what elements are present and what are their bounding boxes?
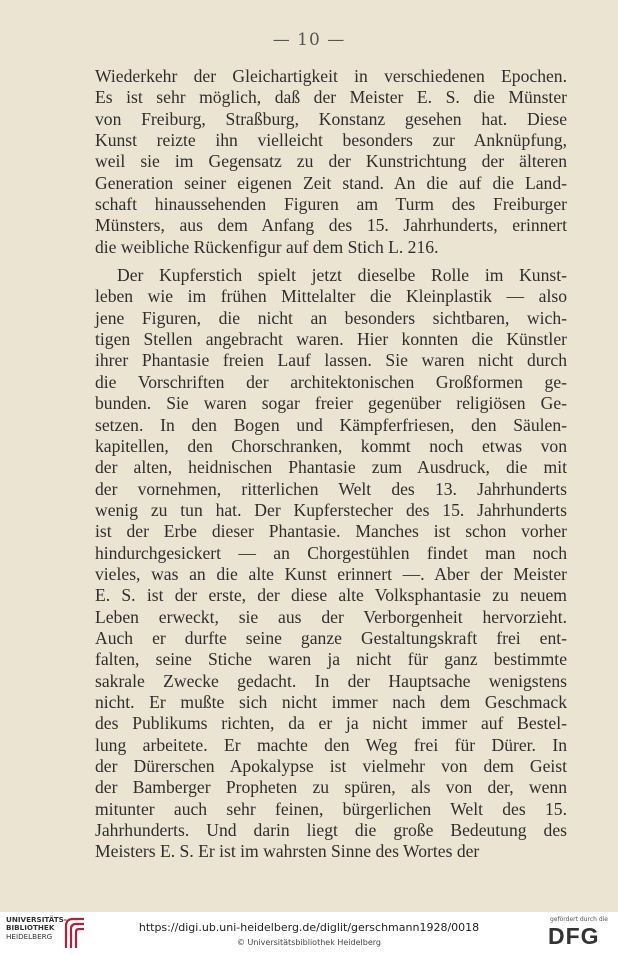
text-line: Es ist sehr möglich, daß der Meister E. S. die Münster xyxy=(95,87,567,108)
text-line: Jahrhunderts. Und darin liegt die große Bedeutung des xyxy=(95,820,567,841)
text-line: falten, seine Stiche waren ja nicht für ganz bestimmte xyxy=(95,649,567,670)
viewer-footer xyxy=(0,912,618,955)
text-line: Auch er durfte seine ganze Gestaltungskraft frei ent- xyxy=(95,627,567,648)
text-line: jene Figuren, die nicht an besonders sichtbaren, wich- xyxy=(95,307,567,328)
text-line: der Bamberger Propheten zu spüren, als von der, wenn xyxy=(95,777,567,798)
text-line: die weibliche Rückenfigur auf dem Stich L. 216. xyxy=(95,236,439,257)
text-line: Meisters E. S. Er ist im wahrsten Sinne des Wortes der xyxy=(95,841,480,862)
library-name-line: BIBLIOTHEK xyxy=(6,923,55,933)
text-line: sakrale Zwecke gedacht. In der Hauptsache wenigstens xyxy=(95,670,567,691)
page-number: — 10 — xyxy=(272,30,346,50)
text-line: bunden. Sie waren sogar freier gegenüber religiösen Ge- xyxy=(95,393,567,414)
text-line: lung arbeitete. Er machte den Weg frei für Dürer. In xyxy=(95,734,567,755)
text-line: Wiederkehr der Gleichartigkeit in verschiedenen Epochen. xyxy=(95,66,567,86)
text-line: Der Kupferstich spielt jetzt dieselbe Rolle im Kunst- xyxy=(117,265,567,286)
text-line: ihrer Phantasie freien Lauf lassen. Sie waren nicht durch xyxy=(95,350,567,371)
text-line: der alten, heidnischen Phantasie zum Ausdruck, die mit xyxy=(95,457,567,478)
document-url-link[interactable]: https://digi.ub.uni-heidelberg.de/diglit/gerschmann1928/0018 xyxy=(138,921,480,934)
text-line: Kunst reizte ihn vielleicht besonders zur Anknüpfung, xyxy=(95,130,567,151)
library-name-line: UNIVERSITÄTS- xyxy=(6,915,67,924)
text-line: wenig zu tun hat. Der Kupferstecher des 15. Jahrhunderts xyxy=(95,499,567,520)
text-line: mitunter auch sehr feinen, bürgerlichen Welt des 15. xyxy=(95,798,567,819)
copyright-notice: © Universitätsbibliothek Heidelberg xyxy=(236,938,381,947)
paragraph-2 xyxy=(95,265,567,863)
text-line: der vornehmen, ritterlichen Welt des 13. Jahrhunderts xyxy=(95,478,567,499)
text-line: schaft hinaussehenden Figuren am Turm des Freiburger xyxy=(95,194,567,215)
text-line: leben wie im frühen Mittelalter die Kleinplastik — also xyxy=(95,286,567,307)
text-line: setzen. In den Bogen und Kämpferfriesen, den Säulen- xyxy=(95,414,567,435)
text-line: ist der Erbe dieser Phantasie. Manches ist schon vorher xyxy=(95,521,567,542)
text-line: hindurchgesickert — an Chorgestühlen findet man noch xyxy=(95,542,567,563)
text-line: von Freiburg, Straßburg, Konstanz gesehen hat. Diese xyxy=(95,108,567,129)
text-line: die Vorschriften der architektonischen Großformen ge- xyxy=(95,371,567,392)
text-line: nicht. Er mußte sich nicht immer nach dem Geschmack xyxy=(95,691,567,712)
text-line: vieles, was an die alte Kunst erinnert —. Aber der Meister xyxy=(95,563,567,584)
text-line: E. S. ist der erste, der diese alte Volksphantasie zu neuem xyxy=(95,585,567,606)
text-line: Münsters, aus dem Anfang des 15. Jahrhunderts, erinnert xyxy=(95,215,567,236)
paragraph-1 xyxy=(95,66,567,258)
text-line: des Publikums richten, da er ja nicht immer auf Bestel- xyxy=(95,713,567,734)
text-line: Generation seiner eigenen Zeit stand. An die auf die Land- xyxy=(95,172,567,193)
library-name-line: HEIDELBERG xyxy=(6,931,53,941)
text-line: Leben erweckt, sie aus der Verborgenheit hervorzieht. xyxy=(95,606,567,627)
funding-note: gefördert durch die xyxy=(550,916,608,923)
text-line: tigen Stellen angebracht waren. Hier konnten die Künstler xyxy=(95,329,567,350)
dfg-logo: DFG xyxy=(548,923,600,949)
body-text xyxy=(95,66,567,863)
text-line: kapitellen, den Chorschranken, kommt noch etwas von xyxy=(95,435,567,456)
text-line: der Dürerschen Apokalypse ist vielmehr von dem Geist xyxy=(95,756,567,776)
text-line: weil sie im Gegensatz zu der Kunstrichtung der älteren xyxy=(95,151,567,172)
